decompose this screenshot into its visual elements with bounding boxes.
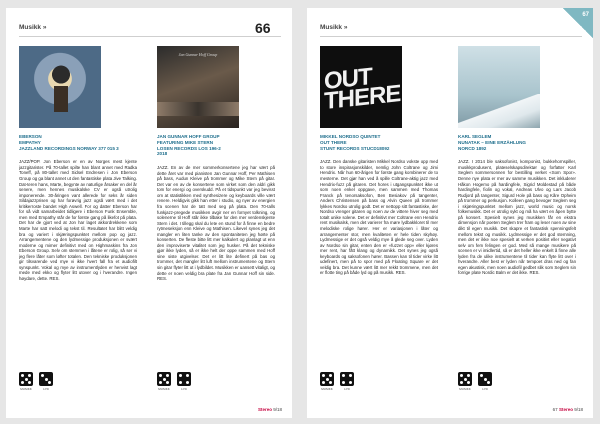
die-icon	[340, 372, 354, 386]
album-label: JAZZLAND RECORDINGS NORWAY 377 015 3	[19, 145, 119, 151]
die-pip	[349, 381, 352, 384]
die-pip	[28, 381, 31, 384]
footer-issue: 9/18	[574, 407, 583, 412]
album-year: 2018	[157, 151, 168, 157]
die-label: MUSIKK	[459, 387, 471, 391]
rating-dice-seglem	[458, 372, 492, 391]
die-pip	[45, 378, 48, 381]
die-pip	[342, 381, 345, 384]
die-icon	[39, 372, 53, 386]
cover-strip	[157, 102, 239, 116]
review-hoff	[157, 46, 275, 401]
die-pip	[460, 381, 463, 384]
die-pip	[329, 374, 332, 377]
review-text: JAZZ. Den danske gitaristen Mikkel Nordso vokste opp med to store inspirasjonskilder, nemlig John Coltrane og Jimi Hendrix. Når hun 60-årigen for første gang kombinerer de to mesterne. Det gjør han ved å spille Coltrane-aktig jazz med Hendrix-fuzz på gitaren. Det hores i utgangspunktet ikke ut som noen enkel oppgave, men sammen med Thomas Franck på tenorsaksofon, Ben Besiakov på tangenter, Anders Christensen på bass og Alvin Queen på trommer lykkes Nordso utrolig godt. Det er nettopp sitt fantastiske, der Nordso vrenger gitaren og noen av de vittere hiver seg med totalt unike solene. Det er definitivt mer Coltrane enn Hendrix rent musikalsk, men det varierer fra møre lydbakkloret til mer melodiske rolige hører. Her er variasjonen i låter og arrangementer stor, men kvaliteten er hele tiden skyhøy. Lydmessige er det også veldig mye å glede seg over. Lyden av Nordso sin gitar, enten den er «fuzzet opp» eller kjøres mer rent, har fått klang og dynamikk. Det synes jeg også keyboards og saksofonen hører. Bassen kan til tider virke litt udefinert, men på to spor med på Floating Square er det veldig bra. Det kunne vært litt mer rekkt trommene, men det er flotte ting på både lyd og på musikk. RES.	[320, 159, 438, 276]
review-seglem	[458, 46, 576, 395]
review-eberson	[19, 46, 137, 395]
album-cover-seglem	[458, 46, 540, 128]
album-artist: JAN GUNNAR HOFF GROUP	[157, 134, 220, 139]
die-pip	[329, 381, 332, 384]
die-pip	[484, 378, 487, 381]
cover-mountain	[458, 94, 540, 128]
rating-dice-hoff	[157, 372, 191, 391]
die-pip	[326, 378, 329, 381]
header-rule	[19, 36, 281, 37]
album-artist: EBERSON	[19, 134, 42, 139]
album-meta	[320, 134, 438, 151]
die-label: LYD	[344, 387, 350, 391]
die-pip	[467, 374, 470, 377]
album-meta	[458, 134, 576, 151]
page-footer	[258, 407, 282, 412]
die-pip	[159, 374, 162, 377]
footer-issue: 9/18	[273, 407, 282, 412]
die-pip	[41, 374, 44, 377]
header-rule	[320, 36, 582, 37]
album-title: OUT THERE	[320, 139, 347, 145]
die-icon	[157, 372, 171, 386]
album-title: NUNATAK – EINE ERZÄHLUNG	[458, 139, 526, 145]
die-pip	[21, 381, 24, 384]
review-text: JAZZ/POP. Jon Eberson er en av Norges mest kjente jazzgitarister. På 70-tallet spilte han blant annet med Radka Toneff, på 80-tallet med Sidsel Endresen i Jon Eberson Group og ga blant annet ut den fantastiske plata Jive Talking. Dat-teren hans, Marte, begynte av naturlige årsaker en del år senere, men hennes musikalske CV er også utrolig imponerende. 30-åringen vant allerede for seks år siden Sildajazzprisen og har forøvrig jazz også vært med i det kritikerroste bandet High Aswell. For og datter Eberson har for så vidt samarbeidet tidligere i Eberson Funk Ensemble, men med Empathy står de for første gang på likefot på plata. Det har de gjort ved at Jon har laget akkordrekkene som Marte har satt melodi og tekst til. Resultatet har blitt veldig bra og variert i skjæringspunktet mellom pop og jazz. Arrangementene og den lydmessige produksjonen er svært moderne og mimer definitivt med on Highmaskins fra Jon Eberson Group. Selv om stemmen i låtene er rolig, så ser vi jeg flere låter som løfter totalen. Den tekniske produksjonen gir tilsvarende ved mye vi ikke hvert fall fra et audiofilt synspunkt. Vokal og mye av instrumentlyden er henvist lagt mede med ekko og flyter litt utover og i hverandre. Ingen høydare, dette. RES.	[19, 159, 137, 281]
die-icon	[19, 372, 33, 386]
die-pip	[467, 381, 470, 384]
rating-dice-mikkel	[320, 372, 354, 391]
review-mikkel	[320, 46, 438, 395]
album-artist: KARL SEGLEM	[458, 134, 492, 139]
album-cover-mikkel	[320, 46, 402, 128]
footer-brand: Stereo	[558, 407, 573, 412]
die-pip	[460, 374, 463, 377]
left-page	[6, 8, 292, 418]
die-pip	[159, 381, 162, 384]
die-label: LYD	[181, 387, 187, 391]
die-pip	[48, 381, 51, 384]
album-cover-eberson	[19, 46, 101, 128]
page-number: 66	[255, 20, 271, 36]
album-label: LOSEN RECORDS LOS 196-2	[157, 145, 221, 151]
album-label: STUNT RECORDS STUCD18092	[320, 145, 390, 151]
album-meta	[19, 134, 137, 151]
die-pip	[322, 374, 325, 377]
die-pip	[186, 381, 189, 384]
page-footer	[553, 407, 583, 412]
die-pip	[487, 381, 490, 384]
album-meta	[157, 134, 275, 157]
corner-tab	[563, 8, 593, 38]
cover-title: OUT THERE	[324, 63, 401, 116]
die-pip	[349, 374, 352, 377]
die-icon	[478, 372, 492, 386]
die-pip	[25, 378, 28, 381]
review-text: JAZZ. I 2014 ble saksofonist, komponist, bukkehornspiller, musikkprodusent, plateselskapsdirektør og forfatter Karl Seglem sommersonnen for bestilling verket «Som Spor». Denne nye plata er mer av samme musikken. Det inkluderer Håkon Hogemo på hardingfele, Sigrid Moldestad på både hardingfele, fiolin og vokal, Andreas Ulvo og Lars Jacob Rudjord på tangenter, Sigurd Hole på bass og Kåre Opheim på trommer og perkusjon. Kolleen gang bevoger Seglem seg i skjæringspunktet mellom jazz, world music og norsk folkemusikk. Det er utrolig sykt og må ha vært en åpen bytte på konsert. Spesielt synes jeg musikken får en ekstra dimensjon når poeten Seglem trer fram og leser noen av sine dikt til egen musikk. Det skapre et fantastisk spenningsfelt mellom tekst og musikk. Lydmessige er det god stemning, men det er ikke noe spesielt at verken positivt eller negativt selv om fem felingen er god. Med så mange musikere på scenen er vi imidlertid, så er det heller ikke enkelt å finne alle lyden fra de ulike instrumentene til tider kan flyte litt over i hverandre. Aller best er lyden når tempoet dras ned og fan egen akustisk, men noen audiofil gedbet slik som Seglem sin forrige plate Nordic Balm er det ikke. RES.	[458, 159, 576, 276]
album-label: NORCD 1892	[458, 145, 487, 151]
cover-title: Jan Gunnar Hoff Group	[178, 52, 218, 57]
die-pip	[21, 374, 24, 377]
die-pip	[342, 374, 345, 377]
die-label: MUSIKK	[20, 387, 32, 391]
die-label: MUSIKK	[321, 387, 333, 391]
die-icon	[458, 372, 472, 386]
die-pip	[163, 378, 166, 381]
die-pip	[322, 381, 325, 384]
corner-page-number: 67	[582, 12, 589, 18]
footer-page: 67	[552, 407, 558, 412]
cover-figure	[47, 64, 75, 112]
album-cover-hoff	[157, 46, 239, 128]
album-title: EMPATHY	[19, 139, 41, 145]
die-pip	[179, 381, 182, 384]
die-pip	[480, 374, 483, 377]
die-pip	[464, 378, 467, 381]
die-icon	[320, 372, 334, 386]
rating-dice-eberson	[19, 372, 53, 391]
die-pip	[28, 374, 31, 377]
die-icon	[177, 372, 191, 386]
album-artist: MIKKEL NORDSO QUINTET	[320, 134, 381, 139]
right-page	[307, 8, 593, 418]
die-label: MUSIKK	[158, 387, 170, 391]
footer-brand: Stereo	[257, 407, 272, 412]
album-title: FEATURING MIKE STERN	[157, 139, 214, 145]
die-label: LYD	[482, 387, 488, 391]
die-pip	[166, 374, 169, 377]
section-title: Musikk »	[19, 24, 47, 31]
review-text: JAZZ. En av de mer sommerkonsertene jeg har vært på dette året var med pianisten Jan Gunnar Hoff, Per Mathisen på bass, Audun Kleive på trommer og Mike Stern på gitar. Det var en av de konsertene som virket som den aldri gikk tom for energi og overskudd. På et tidspunkt var jeg bevisst om at statistikken med synthesizere og keyboards ville vært renere. Heldigvis gikk han etter i studio, og nyer av energien fra scenen har de tatt med seg på plata. Den 70-talls funkjazz-pregede musikken avgir ner en fornyet tolkning, og solenerne til Hoff står ikke tilbake for den mer verdenskjente Stern i det. I tillegg skal du lete en stund for å finne en bedre rytmeseksjon enn Kleive og Mathisen. Likevel synes jeg det mangler en liten tanke av den spontaniteten jeg hørte på konserten. De fleste bitte litt mer kalkulert og planlagt ut enn den improviserte vitalitet som jeg husker. På det tekniske gjør ikke lyden, så er ikke helt der oppe sammen med Hoff sine siste utgivelser. Det er litt lite definert på bas og trommer, det mangler litt luft mellom instrumentene og Stern sin gitar flyter litt ut i lydbildet. Musikken er uansett vitaligt, og dette er noen veldig bra plate fra Jan Gunnar Hoff sin side. RES.	[157, 165, 275, 282]
die-pip	[166, 381, 169, 384]
die-label: LYD	[43, 387, 49, 391]
die-pip	[186, 374, 189, 377]
die-pip	[179, 374, 182, 377]
section-title: Musikk »	[320, 24, 348, 31]
